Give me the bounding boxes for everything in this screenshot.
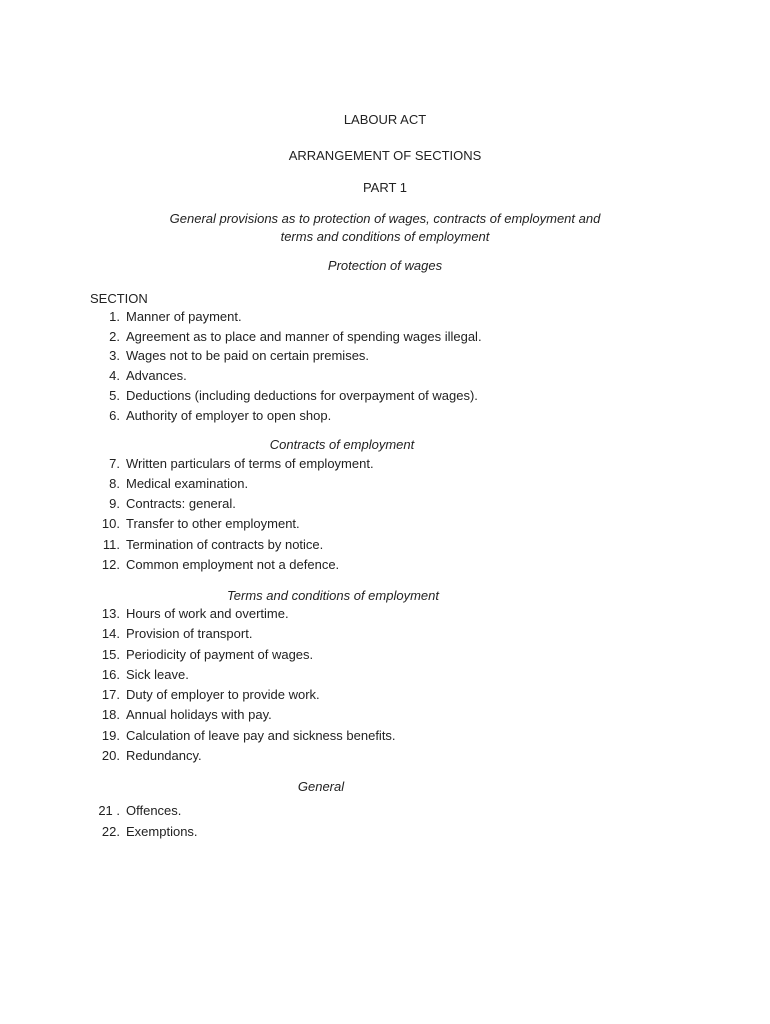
part-description-line-1: General provisions as to protection of wages, contracts of employment and xyxy=(169,211,601,226)
section-title: Medical examination. xyxy=(126,476,249,491)
section-item xyxy=(90,495,690,513)
section-item xyxy=(90,706,690,724)
section-item xyxy=(90,802,690,820)
section-item xyxy=(90,605,690,623)
section-title: Offences. xyxy=(126,803,182,818)
section-number: 17. xyxy=(101,687,120,702)
section-number: 12. xyxy=(101,557,120,572)
section-number: 10. xyxy=(101,516,120,531)
section-item xyxy=(90,515,690,533)
section-title: Wages not to be paid on certain premises. xyxy=(126,348,370,363)
section-title: Exemptions. xyxy=(126,824,198,839)
section-number: 1. xyxy=(109,309,120,324)
section-item xyxy=(90,347,690,365)
section-title: Termination of contracts by notice. xyxy=(126,537,324,552)
document-subtitle: ARRANGEMENT OF SECTIONS xyxy=(288,148,482,163)
section-number: 19. xyxy=(101,728,120,743)
section-number: 2. xyxy=(109,329,120,344)
group-heading-terms-and-conditions: Terms and conditions of employment xyxy=(227,588,439,603)
section-item xyxy=(90,475,690,493)
section-label: SECTION xyxy=(90,291,148,306)
section-title: Written particulars of terms of employment. xyxy=(126,456,374,471)
section-item xyxy=(90,556,690,574)
section-item xyxy=(90,625,690,643)
section-title: Common employment not a defence. xyxy=(126,557,340,572)
section-item xyxy=(90,407,690,425)
section-number: 7. xyxy=(109,456,120,471)
section-number: 8. xyxy=(109,476,120,491)
section-item xyxy=(90,536,690,554)
section-title: Contracts: general. xyxy=(126,496,236,511)
section-number: 5. xyxy=(109,388,120,403)
section-title: Advances. xyxy=(126,368,187,383)
section-number: 16. xyxy=(101,667,120,682)
section-number: 4. xyxy=(109,368,120,383)
section-title: Calculation of leave pay and sickness benefits. xyxy=(126,728,396,743)
section-item xyxy=(90,823,690,841)
section-title: Authority of employer to open shop. xyxy=(126,408,332,423)
section-title: Transfer to other employment. xyxy=(126,516,300,531)
section-number: 13. xyxy=(101,606,120,621)
section-title: Hours of work and overtime. xyxy=(126,606,289,621)
section-title: Deductions (including deductions for overpayment of wages). xyxy=(126,388,478,403)
section-title: Provision of transport. xyxy=(126,626,253,641)
section-item xyxy=(90,308,690,326)
section-item xyxy=(90,387,690,405)
section-number: 3. xyxy=(109,348,120,363)
section-number: 6. xyxy=(109,408,120,423)
section-title: Manner of payment. xyxy=(126,309,242,324)
group-heading-general: General xyxy=(297,779,345,794)
section-title: Periodicity of payment of wages. xyxy=(126,647,314,662)
section-item xyxy=(90,455,690,473)
group-heading-contracts-of-employment: Contracts of employment xyxy=(269,437,415,452)
group-heading-protection-of-wages: Protection of wages xyxy=(327,258,443,273)
section-item xyxy=(90,747,690,765)
document-title: LABOUR ACT xyxy=(343,112,427,127)
section-item xyxy=(90,328,690,346)
section-number: 22. xyxy=(101,824,120,839)
section-number: 21 . xyxy=(98,803,120,818)
section-title: Redundancy. xyxy=(126,748,202,763)
section-item xyxy=(90,686,690,704)
part-description-line-2: terms and conditions of employment xyxy=(280,229,490,244)
section-number: 14. xyxy=(101,626,120,641)
section-title: Annual holidays with pay. xyxy=(126,707,272,722)
section-number: 9. xyxy=(109,496,120,511)
section-title: Agreement as to place and manner of spending wages illegal. xyxy=(126,329,482,344)
section-item xyxy=(90,666,690,684)
section-item xyxy=(90,367,690,385)
section-number: 15. xyxy=(101,647,120,662)
part-heading: PART 1 xyxy=(362,180,408,195)
section-item xyxy=(90,727,690,745)
section-number: 20. xyxy=(101,748,120,763)
section-title: Duty of employer to provide work. xyxy=(126,687,320,702)
section-number: 18. xyxy=(101,707,120,722)
section-title: Sick leave. xyxy=(126,667,189,682)
section-item xyxy=(90,646,690,664)
section-number: 11. xyxy=(102,537,120,552)
